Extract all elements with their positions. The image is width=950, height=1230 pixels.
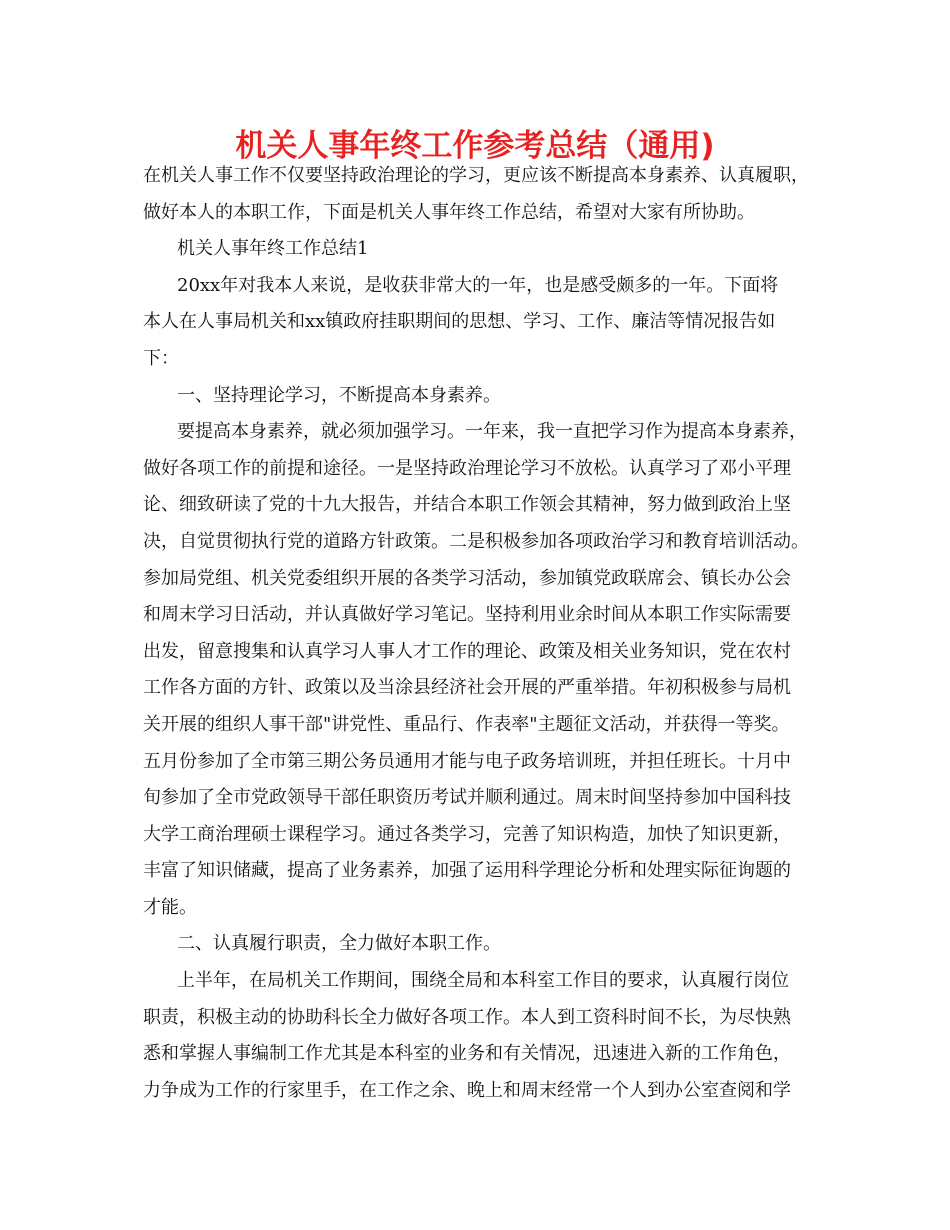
text-line: 参加局党组、机关党委组织开展的各类学习活动，参加镇党政联席会、镇长办公会 xyxy=(143,567,791,589)
text-line: 论、细致研读了党的十九大报告，并结合本职工作领会其精神，努力做到政治上坚 xyxy=(143,494,791,516)
text-line: 决，自觉贯彻执行党的道路方针政策。二是积极参加各项政治学习和教育培训活动。 xyxy=(143,530,809,552)
text-line: 丰富了知识储藏，提高了业务素养，加强了运用科学理论分析和处理实际征询题的 xyxy=(143,860,791,882)
document-body xyxy=(143,158,817,1109)
text-line: 才能。 xyxy=(143,896,197,918)
section-heading: 一、坚持理论学习，不断提高本身素养。 xyxy=(177,384,501,406)
document-title: 机关人事年终工作参考总结（通用) xyxy=(235,128,715,164)
text-line: 五月份参加了全市第三期公务员通用才能与电子政务培训班，并担任班长。十月中 xyxy=(143,750,791,772)
text-line: 下： xyxy=(143,347,179,369)
text-line: 20xx年对我本人来说，是收获非常大的一年，也是感受颇多的一年。下面将 xyxy=(177,274,779,296)
text-line: 要提高本身素养，就必须加强学习。一年来，我一直把学习作为提高本身素养， xyxy=(177,421,807,443)
text-line: 本人在人事局机关和xx镇政府挂职期间的思想、学习、工作、廉洁等情况报告如 xyxy=(143,311,776,333)
text-line: 职责，积极主动的协助科长全力做好各项工作。本人到工资科时间不长，为尽快熟 xyxy=(143,1006,791,1028)
text-line: 大学工商治理硕士课程学习。通过各类学习，完善了知识构造，加快了知识更新， xyxy=(143,823,791,845)
text-line: 出发，留意搜集和认真学习人事人才工作的理论、政策及相关业务知识，党在农村 xyxy=(143,640,791,662)
text-line: 做好各项工作的前提和途径。一是坚持政治理论学习不放松。认真学习了邓小平理 xyxy=(143,457,791,479)
text-line: 做好本人的本职工作，下面是机关人事年终工作总结，希望对大家有所协助。 xyxy=(143,201,755,223)
text-line: 关开展的组织人事干部"讲党性、重品行、作表率"主题征文活动，并获得一等奖。 xyxy=(143,713,790,735)
text-line: 和周末学习日活动，并认真做好学习笔记。坚持利用业余时间从本职工作实际需要 xyxy=(143,604,791,626)
text-line: 工作各方面的方针、政策以及当涂县经济社会开展的严重举措。年初积极参与局机 xyxy=(143,677,791,699)
text-line: 在机关人事工作不仅要坚持政治理论的学习，更应该不断提高本身素养、认真履职， xyxy=(143,165,809,186)
section-heading: 二、认真履行职责，全力做好本职工作。 xyxy=(177,933,501,955)
text-line: 悉和掌握人事编制工作尤其是本科室的业务和有关情况，迅速进入新的工作角色， xyxy=(143,1043,791,1065)
text-line: 旬参加了全市党政领导干部任职资历考试并顺利通过。周末时间坚持参加中国科技 xyxy=(143,787,791,809)
text-line: 上半年，在局机关工作期间，围绕全局和本科室工作目的要求，认真履行岗位 xyxy=(177,970,789,992)
section-heading: 机关人事年终工作总结1 xyxy=(177,238,369,260)
text-line: 力争成为工作的行家里手，在工作之余、晚上和周末经常一个人到办公室查阅和学 xyxy=(143,1079,791,1101)
